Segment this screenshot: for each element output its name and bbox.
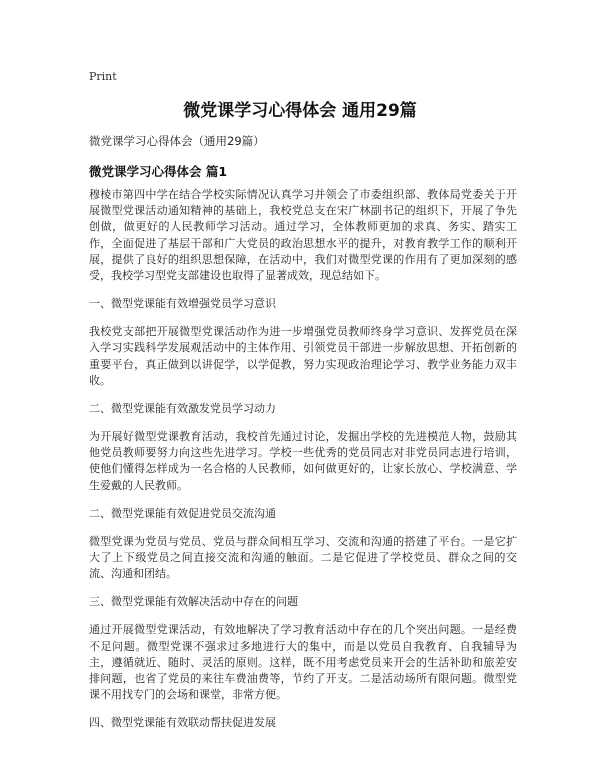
print-label[interactable]: Print (89, 70, 117, 83)
document-subtitle: 微党课学习心得体会（通用29篇） (89, 134, 265, 148)
subheading-1: 一、微型党课能有效增强党员学习意识 (89, 297, 276, 311)
subheading-3: 二、微型党课能有效促进党员交流沟通 (89, 506, 276, 520)
subheading-2: 二、微型党课能有效激发党员学习动力 (89, 402, 276, 416)
document-title: 微党课学习心得体会 通用29篇 (183, 101, 417, 121)
paragraph-4: 通过开展微型党课活动，有效地解决了学习教育活动中存在的几个突出问题。一是经费不足问题。微型党课不强求过多地进行大的集中，而是以党员自我教育、自我辅导为主，遵循就近、随时、灵活的原则。这样，既不用考虑党员来开会的生活补助和旅差安排问题，也省了党员的来往车费油费等，节约了开支。二是活动场所有限问题。微型党课不用找专门的会场和课堂，非常方便。 (89, 623, 517, 702)
subheading-5: 四、微型党课能有效联动帮扶促进发展 (89, 716, 276, 730)
paragraph-intro: 穆棱市第四中学在结合学校实际情况认真学习并领会了市委组织部、教体局党委关于开展微型党课活动通知精神的基础上，我校党总支在宋广林副书记的组织下，开展了争先创做，做更好的人民教师学习活动。通过学习，全体教师更加的求真、务实、踏实工作，全面促进了基层干部和广大党员的政治思想水平的提升，对教育教学工作的顺利开展，提供了良好的组织思想保障，在活动中，我们对微型党课的作用有了更加深刻的感受，我校学习型党支部建设也取得了显著成效，现总结如下。 (89, 188, 517, 283)
section-heading: 微党课学习心得体会 篇1 (89, 164, 228, 179)
paragraph-3: 微型党课为党员与党员、党员与群众间相互学习、交流和沟通的搭建了平台。一是它扩大了上下级党员之间直接交流和沟通的触面。二是它促进了学校党员、群众之间的交流、沟通和团结。 (89, 534, 517, 581)
paragraph-1: 我校党支部把开展微型党课活动作为进一步增强党员教师终身学习意识、发挥党员在深入学习实践科学发展观活动中的主体作用、引领党员干部进一步解放思想、开拓创新的重要平台，真正做到以讲促学，以学促教，努力实现政治理论学习、教学业务能力双丰收。 (89, 325, 517, 387)
document-body (89, 133, 517, 743)
paragraph-2: 为开展好微型党课教育活动，我校首先通过讨论，发掘出学校的先进模范人物，鼓励其他党员教师要努力向这些先进学习。学校一些优秀的党员同志对非党员同志进行培训，使他们懂得怎样成为一名合格的人民教师，如何做更好的，让家长放心、学校满意、学生爱戴的人民教师。 (89, 430, 517, 492)
subheading-4: 三、微型党课能有效解决活动中存在的问题 (89, 595, 298, 609)
